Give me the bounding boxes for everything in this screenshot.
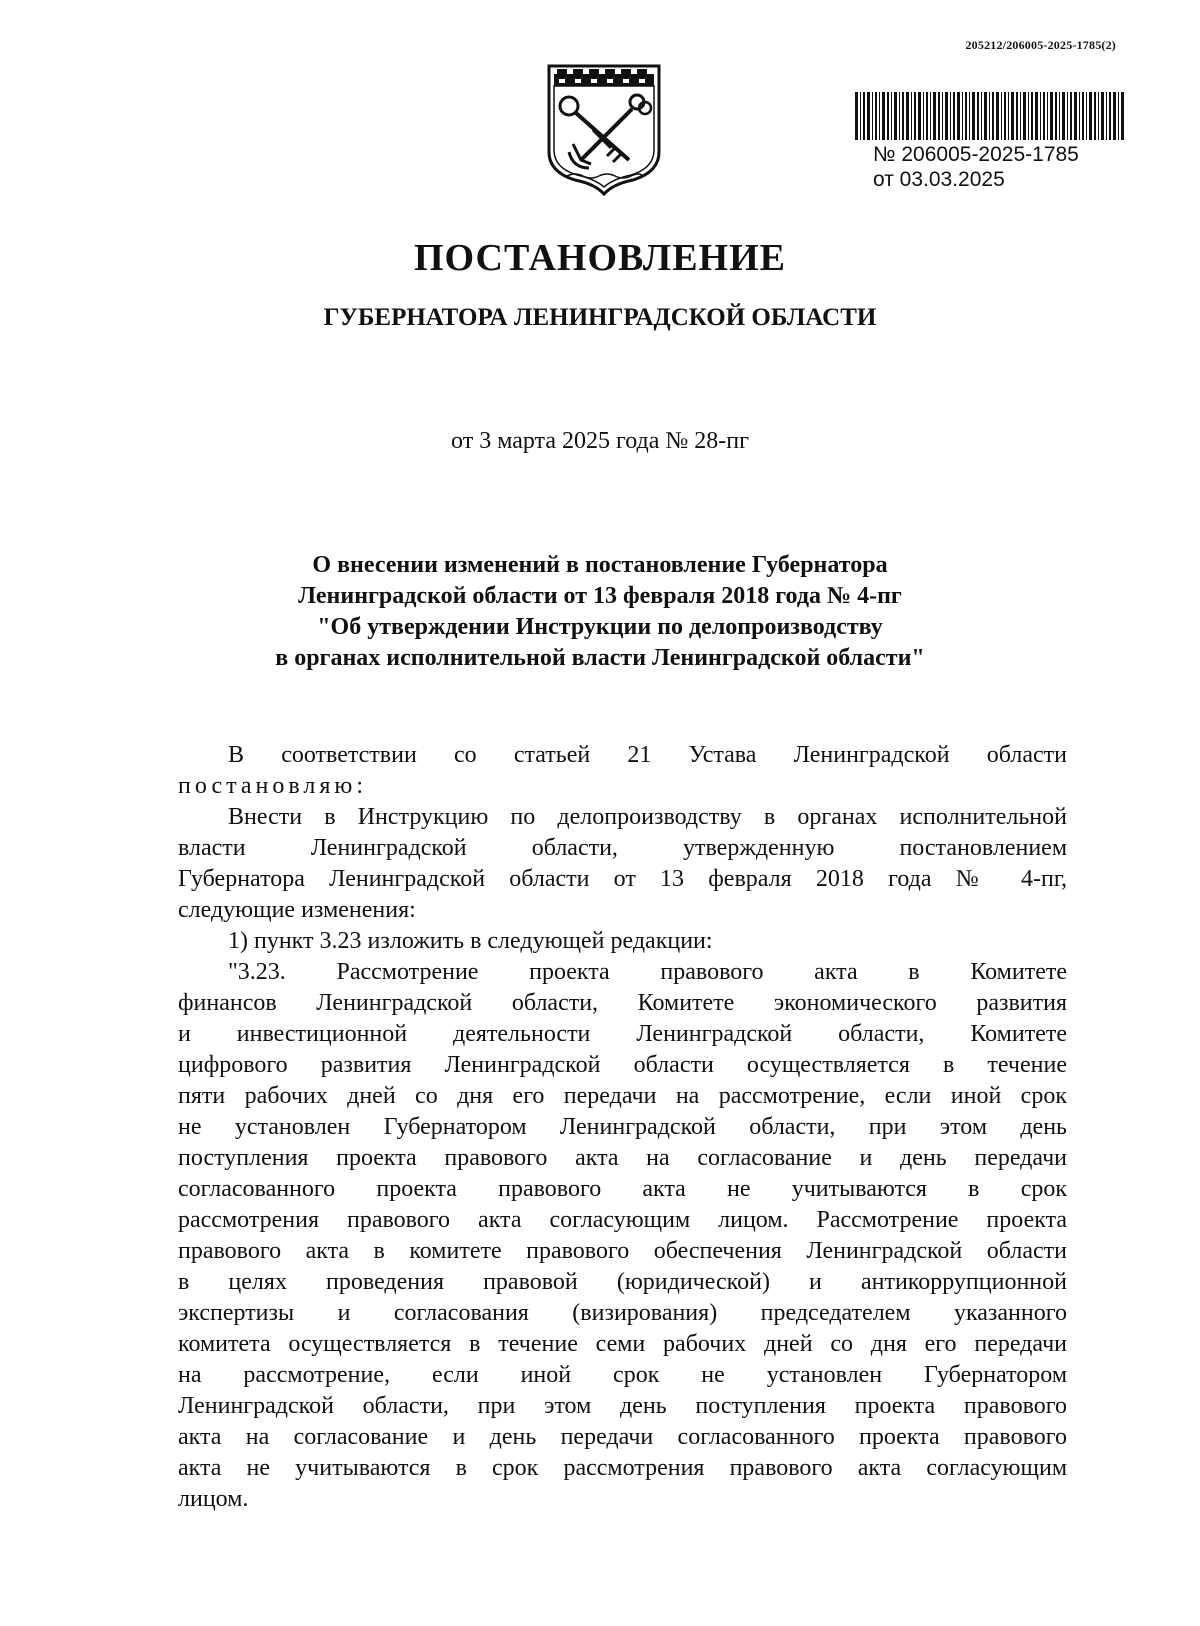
body-line: лицом. (178, 1486, 249, 1512)
body-line: на рассмотрение, если иной срок не установлен Губернатором (178, 1362, 1067, 1388)
subject-line: О внесении изменений в постановление Губернатора (312, 552, 888, 578)
body-line: в целях проведения правовой (юридической) и антикоррупционной (178, 1269, 1067, 1295)
body-line: акта на согласование и день передачи согласованного проекта правового (178, 1424, 1067, 1450)
coat-of-arms-icon (543, 60, 665, 196)
body-line: экспертизы и согласования (визирования) председателем указанного (178, 1300, 1067, 1326)
subject-line: в органах исполнительной власти Ленинградской области" (275, 645, 925, 671)
body-line: 1) пункт 3.23 изложить в следующей редакции: (228, 928, 713, 954)
body-line: финансов Ленинградской области, Комитете экономического развития (178, 990, 1067, 1016)
reference-number: 205212/206005-2025-1785(2) (965, 38, 1116, 52)
body-line: согласованного проекта правового акта не учитываются в срок (178, 1176, 1067, 1202)
body-line: Внести в Инструкцию по делопроизводству в органах исполнительной (228, 804, 1067, 830)
body-line: "3.23. Рассмотрение проекта правового акта в Комитете (228, 959, 1067, 985)
body-line: и инвестиционной деятельности Ленинградской области, Комитете (178, 1021, 1067, 1047)
registration-date: от 03.03.2025 (873, 168, 1005, 191)
body-line: В соответствии со статьей 21 Устава Ленинградской области (228, 742, 1067, 768)
body-line: пяти рабочих дней со дня его передачи на рассмотрение, если иной срок (178, 1083, 1067, 1109)
body-line: комитета осуществляется в течение семи рабочих дней со дня его передачи (178, 1331, 1067, 1357)
body-line: постановляю: (178, 773, 367, 799)
registration-number: № 206005-2025-1785 (873, 143, 1079, 166)
barcode-icon (855, 92, 1125, 140)
body-line: Ленинградской области, при этом день поступления проекта правового (178, 1393, 1067, 1419)
body-line: поступления проекта правового акта на согласование и день передачи (178, 1145, 1067, 1171)
body-line: Губернатора Ленинградской области от 13 февраля 2018 года № 4-пг, (178, 866, 1067, 892)
body-line: правового акта в комитете правового обеспечения Ленинградской области (178, 1238, 1067, 1264)
body-line: рассмотрения правового акта согласующим лицом. Рассмотрение проекта (178, 1207, 1067, 1233)
body-line: власти Ленинградской области, утвержденную постановлением (178, 835, 1067, 861)
document-issuer: ГУБЕРНАТОРА ЛЕНИНГРАДСКОЙ ОБЛАСТИ (323, 304, 877, 331)
body-line: акта не учитываются в срок рассмотрения правового акта согласующим (178, 1455, 1067, 1481)
document-date-number: от 3 марта 2025 года № 28-пг (451, 428, 749, 454)
body-line: следующие изменения: (178, 897, 416, 923)
body-line: не установлен Губернатором Ленинградской области, при этом день (178, 1114, 1067, 1140)
subject-line: Ленинградской области от 13 февраля 2018 года № 4-пг (298, 583, 902, 609)
document-subject (200, 550, 1000, 674)
document-body (178, 740, 1067, 1515)
document-type-title: ПОСТАНОВЛЕНИЕ (413, 237, 787, 279)
body-line: цифрового развития Ленинградской области осуществляется в течение (178, 1052, 1067, 1078)
subject-line: "Об утверждении Инструкции по делопроизводству (317, 614, 883, 640)
